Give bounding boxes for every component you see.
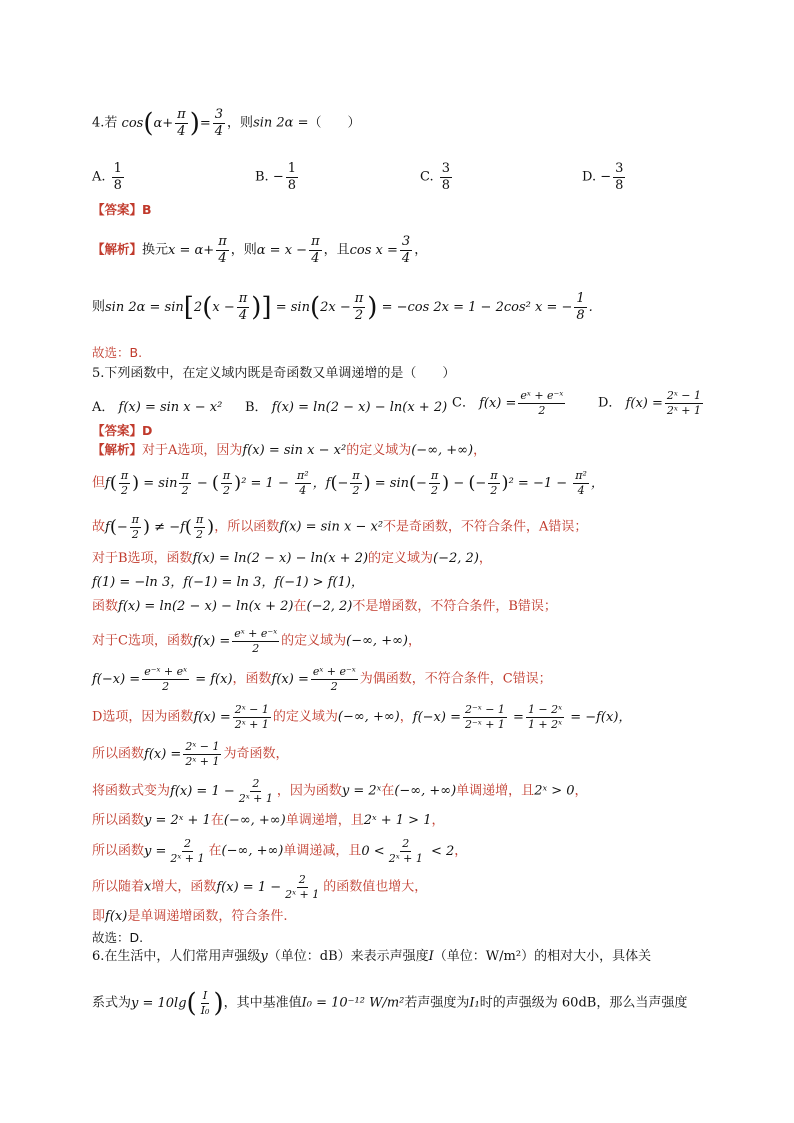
q6-l1: 6.在生活中，人们常用声强级y（单位：dB）来表示声强度I（单位：W/m²）的相对大小，具体关 bbox=[92, 949, 652, 964]
q5-conclusion: 故选：D. bbox=[92, 930, 144, 945]
q5-l1: 【解析】对于A选项，因为f(x) = sin x − x²的定义域为(−∞, +∞)， bbox=[92, 442, 487, 458]
q4-stem: 4.若 cos(α+ $\frac{\pi}{4}$ )= $\frac{3}{4}$ ，则sin 2α =（ ） bbox=[92, 107, 361, 139]
q5-answer: 【答案】D bbox=[92, 423, 153, 438]
q5-l15: 即f(x)是单调递增函数，符合条件. bbox=[92, 909, 288, 924]
q5-l12: 所以函数y = 2ˣ + 1在(−∞, +∞)单调递增，且2ˣ + 1 > 1， bbox=[92, 813, 445, 828]
q5-l7: 对于C选项，函数f(x) = $\frac{\text{eˣ + e⁻ˣ}}{2}$ 的定义域为(−∞, +∞)， bbox=[92, 627, 422, 655]
q5-l9: D选项，因为函数f(x) = $\frac{\text{2ˣ − 1}}{\text{2ˣ + 1}}$ 的定义域为(−∞, +∞)，f(−x) = $\frac{\text{2⁻ˣ − 1}}{\text{2⁻ˣ + 1}}$ = $\frac{\text{1 − 2ˣ}}{\text{1 + 2ˣ}}$ = −f(x)， bbox=[92, 703, 632, 731]
q5-l2: 但f( $\frac{\pi}{2}$ ) = sin $\frac{\pi}{2}$ − ( $\frac{\pi}{2}$ )² = 1 − $\frac{\text{π²}}{4}$ ，f(− $\frac{\pi}{2}$ ) = sin(− $\frac{\pi}{2}$ ) − (− $\frac{\pi}{2}$ )² = −1 − $\frac{\text{π²}}{4}$ ， bbox=[92, 469, 604, 497]
q6-l2: 系式为y = 10lg( $\frac{I}{\text{I₀}}$ )，其中基准值I₀ = 10⁻¹² W/m²若声强度为I₁时的声强级为 60dB，那么当声强度 bbox=[92, 988, 688, 1019]
q5-l14: 所以随着x增大，函数f(x) = 1 − $\frac{2}{\text{2ˣ + 1}}$ 的函数值也增大， bbox=[92, 873, 428, 901]
q5-l6: 函数f(x) = ln(2 − x) − ln(x + 2)在(−2, 2)不是增函数，不符合条件，B错误； bbox=[92, 599, 557, 614]
q5-l3: 故f(− $\frac{\pi}{2}$ ) ≠ −f( $\frac{\pi}{2}$ )，所以函数f(x) = sin x − x²不是奇函数，不符合条件，A错误； bbox=[92, 513, 588, 541]
q5-choice-c: C． f(x) = $\frac{\text{eˣ + e⁻ˣ}}{2}$ bbox=[452, 389, 564, 417]
q4-answer: 【答案】B bbox=[92, 202, 152, 217]
q5-l5: f(1) = −ln 3，f(−1) = ln 3，f(−1) > f(1)， bbox=[92, 575, 364, 590]
q4-analysis-2: 则sin 2α = sin[2(x − $\frac{\pi}{4}$ )] = sin(2x − $\frac{\pi}{2}$ ) = −cos 2x = 1 − 2cos² x = − $\frac{1}{8}$ . bbox=[92, 291, 593, 323]
q4-choice-d: D. − $\frac{3}{8}$ bbox=[582, 161, 624, 193]
q5-choice-d: D． f(x) = $\frac{\text{2ˣ − 1}}{\text{2ˣ + 1}}$ bbox=[598, 389, 702, 417]
q5-l8: f(−x) = $\frac{\text{e⁻ˣ + eˣ}}{2}$ = f(x)，函数f(x) = $\frac{\text{eˣ + e⁻ˣ}}{2}$ 为偶函数，不符合条件，C错误； bbox=[92, 665, 552, 693]
q5-choice-b: B． f(x) = ln(2 − x) − ln(x + 2) bbox=[245, 400, 448, 415]
q4-choice-a: A. $\frac{1}{8}$ bbox=[92, 161, 122, 193]
q5-l10: 所以函数f(x) = $\frac{\text{2ˣ − 1}}{\text{2ˣ + 1}}$ 为奇函数， bbox=[92, 740, 289, 768]
q5-choice-a: A． f(x) = sin x − x² bbox=[92, 400, 223, 415]
q4-analysis-1: 【解析】换元x = α+ $\frac{\pi}{4}$ ，则α = x − $\frac{\pi}{4}$ ，且cos x = $\frac{3}{4}$ ， bbox=[92, 234, 428, 266]
q5-l13: 所以函数y = $\frac{2}{\text{2ˣ + 1}}$ 在(−∞, +∞)单调递减，且0 < $\frac{2}{\text{2ˣ + 1}}$ < 2， bbox=[92, 837, 468, 865]
q5-l4: 对于B选项，函数f(x) = ln(2 − x) − ln(x + 2)的定义域为(−2, 2)， bbox=[92, 551, 492, 566]
q5-stem: 5.下列函数中，在定义域内既是奇函数又单调递增的是（ ） bbox=[92, 366, 456, 381]
q4-conclusion: 故选：B. bbox=[92, 345, 143, 360]
q4-choice-c: C. $\frac{3}{8}$ bbox=[420, 161, 451, 193]
q4-choice-b: B. − $\frac{1}{8}$ bbox=[255, 161, 297, 193]
q5-l11: 将函数式变为f(x) = 1 − $\frac{2}{\text{2ˣ + 1}}$ ，因为函数y = 2ˣ在(−∞, +∞)单调递增，且2ˣ > 0， bbox=[92, 777, 588, 805]
q4-condition: cos(α+ $\frac{\pi}{4}$ )= $\frac{3}{4}$ bbox=[121, 107, 224, 139]
